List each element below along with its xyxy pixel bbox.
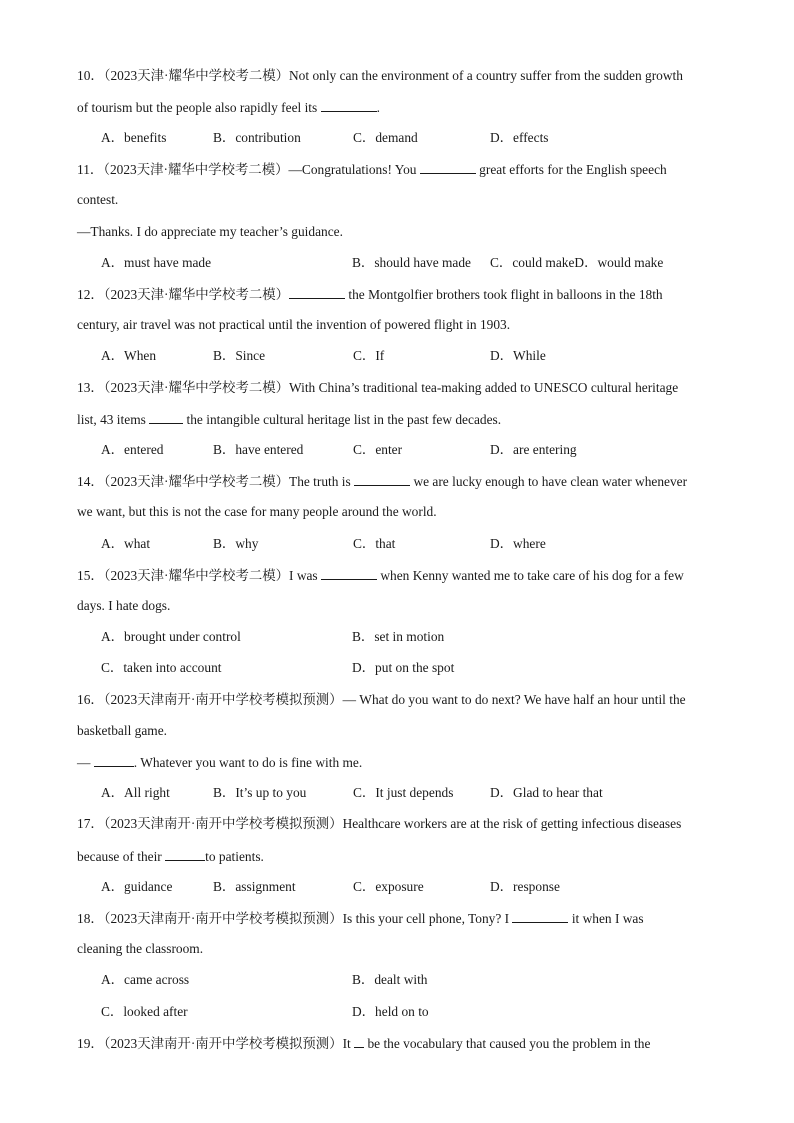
question-11-line-2: contest. [77, 192, 119, 207]
answer-blank [149, 410, 183, 424]
option-c[interactable]: C．enter [353, 442, 403, 457]
question-17-line-1: 17．（2023天津南开·南开中学校考模拟预测）Healthcare workers are at the risk of getting infectious diseases [77, 816, 682, 831]
option-b[interactable]: B．dealt with [352, 972, 428, 987]
question-18-line-1: 18．（2023天津南开·南开中学校考模拟预测）Is this your cell phone, Tony? I it when I was [77, 911, 644, 926]
option-a[interactable]: A．what [101, 536, 151, 551]
question-17-line-2: because of their to patients. [77, 849, 264, 864]
option-a[interactable]: A．came across [101, 972, 190, 987]
option-b[interactable]: B．It’s up to you [213, 785, 307, 800]
question-14-line-1: 14．（2023天津·耀华中学校考二模）The truth is we are lucky enough to have clean water whenever [77, 474, 688, 489]
answer-blank [420, 160, 476, 174]
option-c[interactable]: C．It just depends [353, 785, 454, 800]
option-a[interactable]: A．benefits [101, 130, 167, 145]
option-d[interactable]: D．are entering [490, 442, 577, 457]
question-10-line-2: of tourism but the people also rapidly feel its . [77, 100, 380, 115]
answer-blank [289, 285, 345, 299]
option-b[interactable]: B．why [213, 536, 259, 551]
option-b[interactable]: B．assignment [213, 879, 296, 894]
option-a[interactable]: A．guidance [101, 879, 173, 894]
option-d[interactable]: D．While [490, 348, 546, 363]
option-d[interactable]: D．Glad to hear that [490, 785, 603, 800]
question-14-line-2: we want, but this is not the case for many people around the world. [77, 504, 437, 519]
option-b[interactable]: B．should have made [352, 255, 472, 270]
answer-blank [94, 753, 134, 767]
option-c[interactable]: C．taken into account [101, 660, 222, 675]
question-13-line-2: list, 43 items the intangible cultural heritage list in the past few decades. [77, 412, 502, 427]
answer-blank [354, 1034, 364, 1048]
question-18-line-2: cleaning the classroom. [77, 941, 204, 956]
option-b[interactable]: B．set in motion [352, 629, 445, 644]
question-12-line-1: 12．（2023天津·耀华中学校考二模） the Montgolfier brothers took flight in balloons in the 18th [77, 287, 663, 302]
option-c[interactable]: C．demand [353, 130, 418, 145]
option-c[interactable]: C．looked after [101, 1004, 188, 1019]
option-a[interactable]: A．entered [101, 442, 164, 457]
option-c[interactable]: C．exposure [353, 879, 424, 894]
answer-blank [354, 472, 410, 486]
option-c-d[interactable]: C．could makeD．would make [490, 255, 664, 270]
question-10-line-1: 10．（2023天津·耀华中学校考二模）Not only can the environment of a country suffer from the sudden growth [77, 68, 683, 83]
option-a[interactable]: A．All right [101, 785, 170, 800]
option-c[interactable]: C．that [353, 536, 396, 551]
option-b[interactable]: B．have entered [213, 442, 304, 457]
option-b[interactable]: B．contribution [213, 130, 301, 145]
option-d[interactable]: D．effects [490, 130, 549, 145]
question-11-line-3: —Thanks. I do appreciate my teacher’s guidance. [77, 224, 343, 239]
question-15-line-1: 15．（2023天津·耀华中学校考二模）I was when Kenny wanted me to take care of his dog for a few [77, 568, 684, 583]
question-15-line-2: days. I hate dogs. [77, 598, 171, 613]
option-a[interactable]: A．When [101, 348, 157, 363]
question-16-line-3: — . Whatever you want to do is fine with me. [77, 755, 363, 770]
question-12-line-2: century, air travel was not practical until the invention of powered flight in 1903. [77, 317, 511, 332]
answer-blank [165, 847, 205, 861]
option-d[interactable]: D．response [490, 879, 560, 894]
option-d[interactable]: D．where [490, 536, 546, 551]
option-d[interactable]: D．put on the spot [352, 660, 455, 675]
question-16-line-1: 16．（2023天津南开·南开中学校考模拟预测）— What do you want to do next? We have half an hour until the [77, 692, 686, 707]
option-d[interactable]: D．held on to [352, 1004, 429, 1019]
question-16-line-2: basketball game. [77, 723, 167, 738]
question-13-line-1: 13．（2023天津·耀华中学校考二模）With China’s traditional tea-making added to UNESCO cultural heritage [77, 380, 679, 395]
answer-blank [321, 566, 377, 580]
option-b[interactable]: B．Since [213, 348, 266, 363]
option-c[interactable]: C．If [353, 348, 385, 363]
option-a[interactable]: A．brought under control [101, 629, 241, 644]
question-11-line-1: 11．（2023天津·耀华中学校考二模）—Congratulations! You great efforts for the English speech [77, 162, 667, 177]
option-a[interactable]: A．must have made [101, 255, 212, 270]
answer-blank [512, 909, 568, 923]
question-19-line-1: 19．（2023天津南开·南开中学校考模拟预测）It be the vocabulary that caused you the problem in the [77, 1036, 651, 1051]
answer-blank [321, 98, 377, 112]
